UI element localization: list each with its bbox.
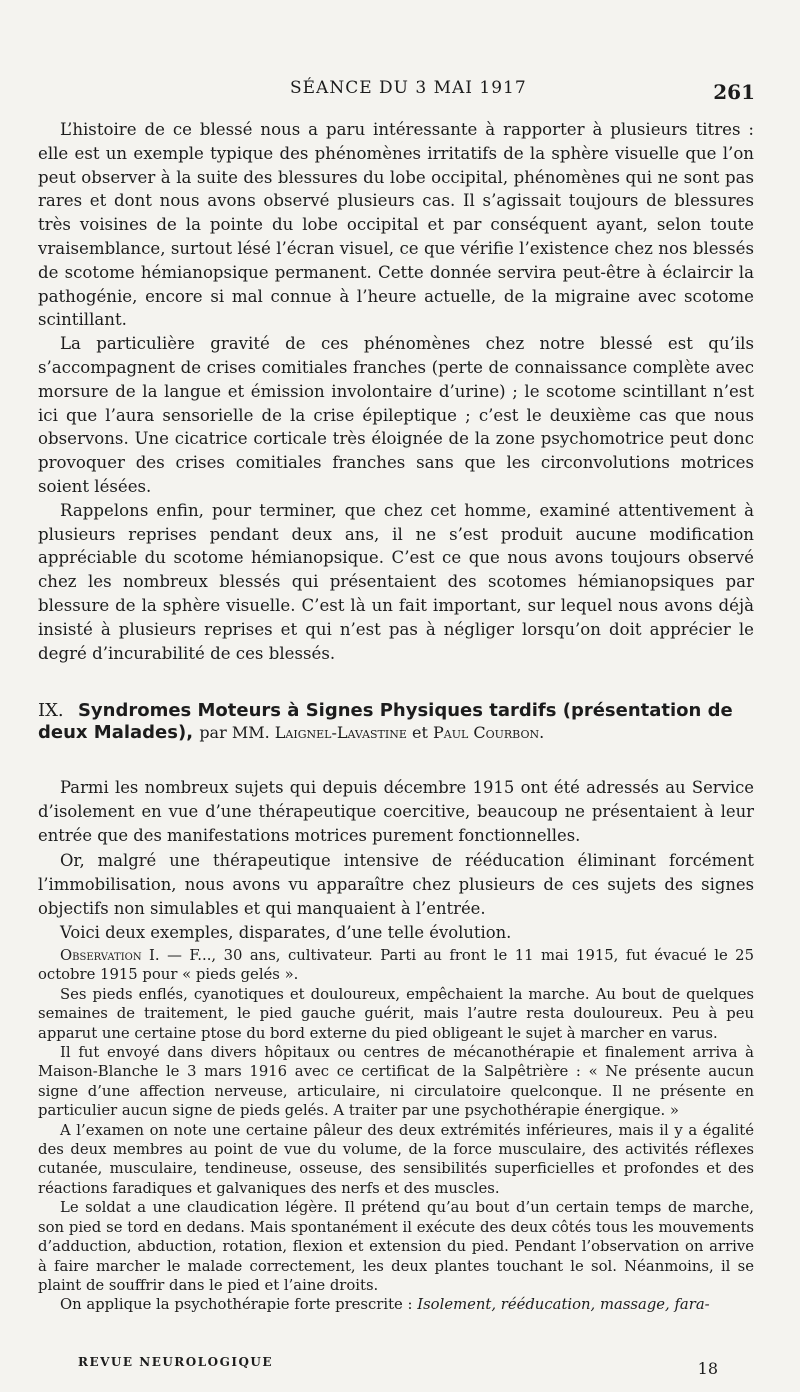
section-intro bbox=[38, 776, 754, 945]
section-title: Syndromes Moteurs à Signes Physiques tardifs (présentation de deux Malades), bbox=[38, 700, 733, 743]
authors-prefix: par MM. bbox=[199, 723, 270, 742]
observation-label: Observation I. bbox=[60, 947, 160, 964]
author-1: Laignel-Lavastine bbox=[274, 723, 407, 742]
paragraph: A l’examen on note une certaine pâleur des deux extrémités inférieures, mais il y a égalité des deux membres au point de vue du volume, de la force musculaire, des activités réflexes cutanée, musculaire, tendineuse, osseuse, des sensibilités superficielles et profondes et des réactions faradiques et galvaniques des nerfs et des muscles. bbox=[38, 1121, 754, 1197]
paragraph: Ses pieds enflés, cyanotiques et douloureux, empêchaient la marche. Au bout de quelques semaines de traitement, le pied gauche guérit, mais l’autre resta douloureux. Peu à peu apparut une certaine ptose du bord externe du pied obligeant le sujet à marcher en varus. bbox=[38, 985, 754, 1042]
observation-first-text: — F..., 30 ans, cultivateur. Parti au front le 11 mai 1915, fut évacué le 25 octobre 1915 pour « pieds gelés ». bbox=[38, 947, 755, 984]
paragraph: Parmi les nombreux sujets qui depuis décembre 1915 ont été adressés au Service d’isolement en vue d’une thérapeutique coercitive, beaucoup ne présentaient à leur entrée que des manifestations motrices purement fonctionnelles. bbox=[38, 778, 754, 846]
paragraph: Voici deux exemples, disparates, d’une telle évolution. bbox=[60, 923, 512, 943]
paragraph: L’histoire de ce blessé nous a paru intéressante à rapporter à plusieurs titres : elle est un exemple typique des phénomènes irritatifs de la sphère visuelle que l’on peut observer à la suite des blessures du lobe occipital, phénomènes qui ne sont pas rares et dont nous avons observé plusieurs cas. Il s’agissait toujours de blessures très voisines de la pointe du lobe occipital et par conséquent ayant, selon toute vraisemblance, surtout lésé l’écran visuel, ce que vérifie l’existence chez nos blessés de scotome hémianopsique permanent. Cette donnée servira peut-être à éclaircir la pathogénie, encore si mal connue à l’heure actuelle, de la migraine avec scotome scintillant. bbox=[38, 120, 754, 330]
observation-opening bbox=[38, 946, 754, 985]
paragraph: Or, malgré une thérapeutique intensive de rééducation éliminant forcément l’immobilisation, nous avons vu apparaître chez plusieurs de ces sujets des signes objectifs non simulables et qui manquaient à l’entrée. bbox=[38, 850, 754, 919]
paragraph-last bbox=[38, 1295, 754, 1314]
page-number: 261 bbox=[713, 80, 755, 104]
observation-1 bbox=[38, 946, 754, 1315]
paragraph: Rappelons enfin, pour terminer, que chez cet homme, examiné attentivement à plusieurs reprises pendant deux ans, il ne s’est produit aucune modification appréciable du scotome hémianopsique. C’est ce que nous avons toujours observé chez les nombreux blessés qui présentaient des scotomes hémianopsiques par blessure de la sphère visuelle. C’est là un fait important, sur lequel nous avons déjà insisté à plusieurs reprises et qui n’est pas à négliger lorsqu’on doit apprécier le degré d’incurabilité de ces blessés. bbox=[38, 500, 754, 663]
journal-name: REVUE NEUROLOGIQUE bbox=[78, 1355, 274, 1369]
continued-article-text bbox=[38, 118, 754, 665]
author-2: Paul Courbon. bbox=[432, 723, 545, 742]
page-header bbox=[40, 78, 755, 108]
paragraph: Le soldat a une claudication légère. Il prétend qu’au bout d’un certain temps de marche, son pied se tord en dedans. Mais spontanément il exécute des deux côtés tous les mouvements d’adduction, abduction, rotation, flexion et extension du pied. Pendant l’observation on arrive à faire marcher le malade correctement, les deux plantes touchant le sol. Néanmoins, il se plaint de souffrir dans le pied et l’aine droits. bbox=[38, 1199, 754, 1294]
last-line-italic: Isolement, rééducation, massage, fara- bbox=[417, 1296, 710, 1314]
paragraph: Il fut envoyé dans divers hôpitaux ou centres de mécanothérapie et finalement arriva à Maison-Blanche le 3 mars 1916 avec ce certificat de la Salpêtrière : « Ne présente aucun signe d’une affection nerveuse, articulaire, ni circulatoire quelconque. Il ne présente en particulier aucun signe de pieds gelés. A traiter par une psychothérapie énergique. » bbox=[38, 1044, 754, 1120]
paragraph: La particulière gravité de ces phénomènes chez notre blessé est qu’ils s’accompagnent de crises comitiales franches (perte de connaissance complète avec morsure de la langue et émission involontaire d’urine) ; le scotome scintillant n’est ici que l’aura sensorielle de la crise épileptique ; c’est le deuxième cas que nous observons. Une cicatrice corticale très éloignée de la zone psychomotrice peut donc provoquer des crises comitiales franches sans que les circonvolutions motrices soient lésées. bbox=[38, 334, 754, 496]
running-head: SÉANCE DU 3 MAI 1917 bbox=[290, 78, 527, 98]
section-heading bbox=[38, 700, 754, 744]
last-line-start: On applique la psychothérapie forte prescrite : bbox=[60, 1296, 413, 1314]
section-title-line bbox=[38, 700, 754, 744]
signature-number: 18 bbox=[697, 1359, 718, 1378]
section-number: IX. bbox=[38, 700, 64, 721]
page-footer bbox=[78, 1355, 718, 1383]
authors-conjunction: et bbox=[411, 723, 428, 742]
authors bbox=[199, 723, 544, 742]
